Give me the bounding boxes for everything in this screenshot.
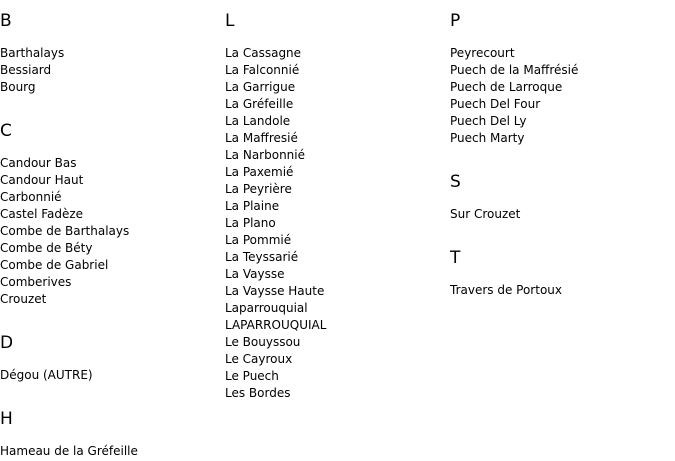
place-link[interactable]: La Narbonnié bbox=[225, 148, 306, 162]
group-s bbox=[450, 170, 670, 223]
place-link[interactable]: Crouzet bbox=[0, 292, 47, 306]
place-link[interactable]: Bessiard bbox=[0, 63, 52, 77]
column-3 bbox=[450, 9, 670, 299]
place-link[interactable]: Candour Haut bbox=[0, 173, 84, 187]
place-link[interactable]: La Landole bbox=[225, 114, 291, 128]
place-link[interactable]: La Paxemié bbox=[225, 165, 294, 179]
letter-heading: B bbox=[0, 11, 12, 31]
place-link[interactable]: Castel Fadèze bbox=[0, 207, 84, 221]
place-link[interactable]: La Maffresié bbox=[225, 131, 298, 145]
letter-heading: S bbox=[450, 172, 461, 192]
place-link[interactable]: La Falconnié bbox=[225, 63, 300, 77]
letter-heading: T bbox=[450, 248, 461, 268]
place-link[interactable]: Le Cayroux bbox=[225, 352, 293, 366]
place-list bbox=[450, 206, 670, 223]
place-link[interactable]: Le Puech bbox=[225, 369, 279, 383]
place-link[interactable]: Combe de Barthalays bbox=[0, 224, 130, 238]
group-t bbox=[450, 246, 670, 299]
group-h bbox=[0, 407, 220, 460]
place-link[interactable]: Puech de la Maffrésié bbox=[450, 63, 579, 77]
column-2 bbox=[225, 9, 445, 402]
group-l bbox=[225, 9, 445, 402]
place-link[interactable]: La Garrigue bbox=[225, 80, 296, 94]
place-link[interactable]: La Peyrière bbox=[225, 182, 292, 196]
letter-heading: D bbox=[0, 333, 14, 353]
group-b bbox=[0, 9, 220, 96]
place-link[interactable]: Peyrecourt bbox=[450, 46, 515, 60]
place-link[interactable]: Combe de Béty bbox=[0, 241, 93, 255]
place-link[interactable]: La Plaine bbox=[225, 199, 280, 213]
place-link[interactable]: Carbonnié bbox=[0, 190, 62, 204]
place-link[interactable]: Le Bouyssou bbox=[225, 335, 301, 349]
place-list bbox=[450, 45, 670, 147]
place-list bbox=[225, 45, 445, 402]
letter-heading: C bbox=[0, 121, 12, 141]
place-link[interactable]: Sur Crouzet bbox=[450, 207, 521, 221]
place-link[interactable]: Puech Del Four bbox=[450, 97, 541, 111]
place-link[interactable]: Laparrouquial bbox=[225, 301, 308, 315]
letter-heading: L bbox=[225, 11, 235, 31]
place-list bbox=[0, 155, 220, 308]
column-1 bbox=[0, 9, 220, 460]
place-link[interactable]: Puech Del Ly bbox=[450, 114, 527, 128]
place-link[interactable]: La Vaysse bbox=[225, 267, 285, 281]
place-link[interactable]: La Pommié bbox=[225, 233, 292, 247]
group-p bbox=[450, 9, 670, 147]
place-link[interactable]: Combe de Gabriel bbox=[0, 258, 109, 272]
letter-heading: P bbox=[450, 11, 461, 31]
place-link[interactable]: Comberives bbox=[0, 275, 72, 289]
group-c bbox=[0, 119, 220, 308]
letter-heading: H bbox=[0, 409, 13, 429]
place-link[interactable]: Hameau de la Gréfeille bbox=[0, 444, 138, 458]
place-link[interactable]: La Plano bbox=[225, 216, 276, 230]
place-link[interactable]: La Vaysse Haute bbox=[225, 284, 325, 298]
place-link[interactable]: Travers de Portoux bbox=[450, 283, 562, 297]
place-link[interactable]: Bourg bbox=[0, 80, 36, 94]
place-link[interactable]: Puech Marty bbox=[450, 131, 525, 145]
place-list bbox=[0, 443, 220, 460]
place-link[interactable]: La Gréfeille bbox=[225, 97, 294, 111]
group-d bbox=[0, 331, 220, 384]
place-list bbox=[0, 367, 220, 384]
place-link[interactable]: Candour Bas bbox=[0, 156, 77, 170]
place-link[interactable]: Barthalays bbox=[0, 46, 65, 60]
place-link[interactable]: La Cassagne bbox=[225, 46, 302, 60]
place-link[interactable]: La Teyssarié bbox=[225, 250, 299, 264]
place-link[interactable]: Les Bordes bbox=[225, 386, 291, 400]
place-link[interactable]: Puech de Larroque bbox=[450, 80, 563, 94]
place-link[interactable]: Dégou (AUTRE) bbox=[0, 368, 93, 382]
place-list bbox=[450, 282, 670, 299]
place-link[interactable]: LAPARROUQUIAL bbox=[225, 318, 327, 332]
place-list bbox=[0, 45, 220, 96]
